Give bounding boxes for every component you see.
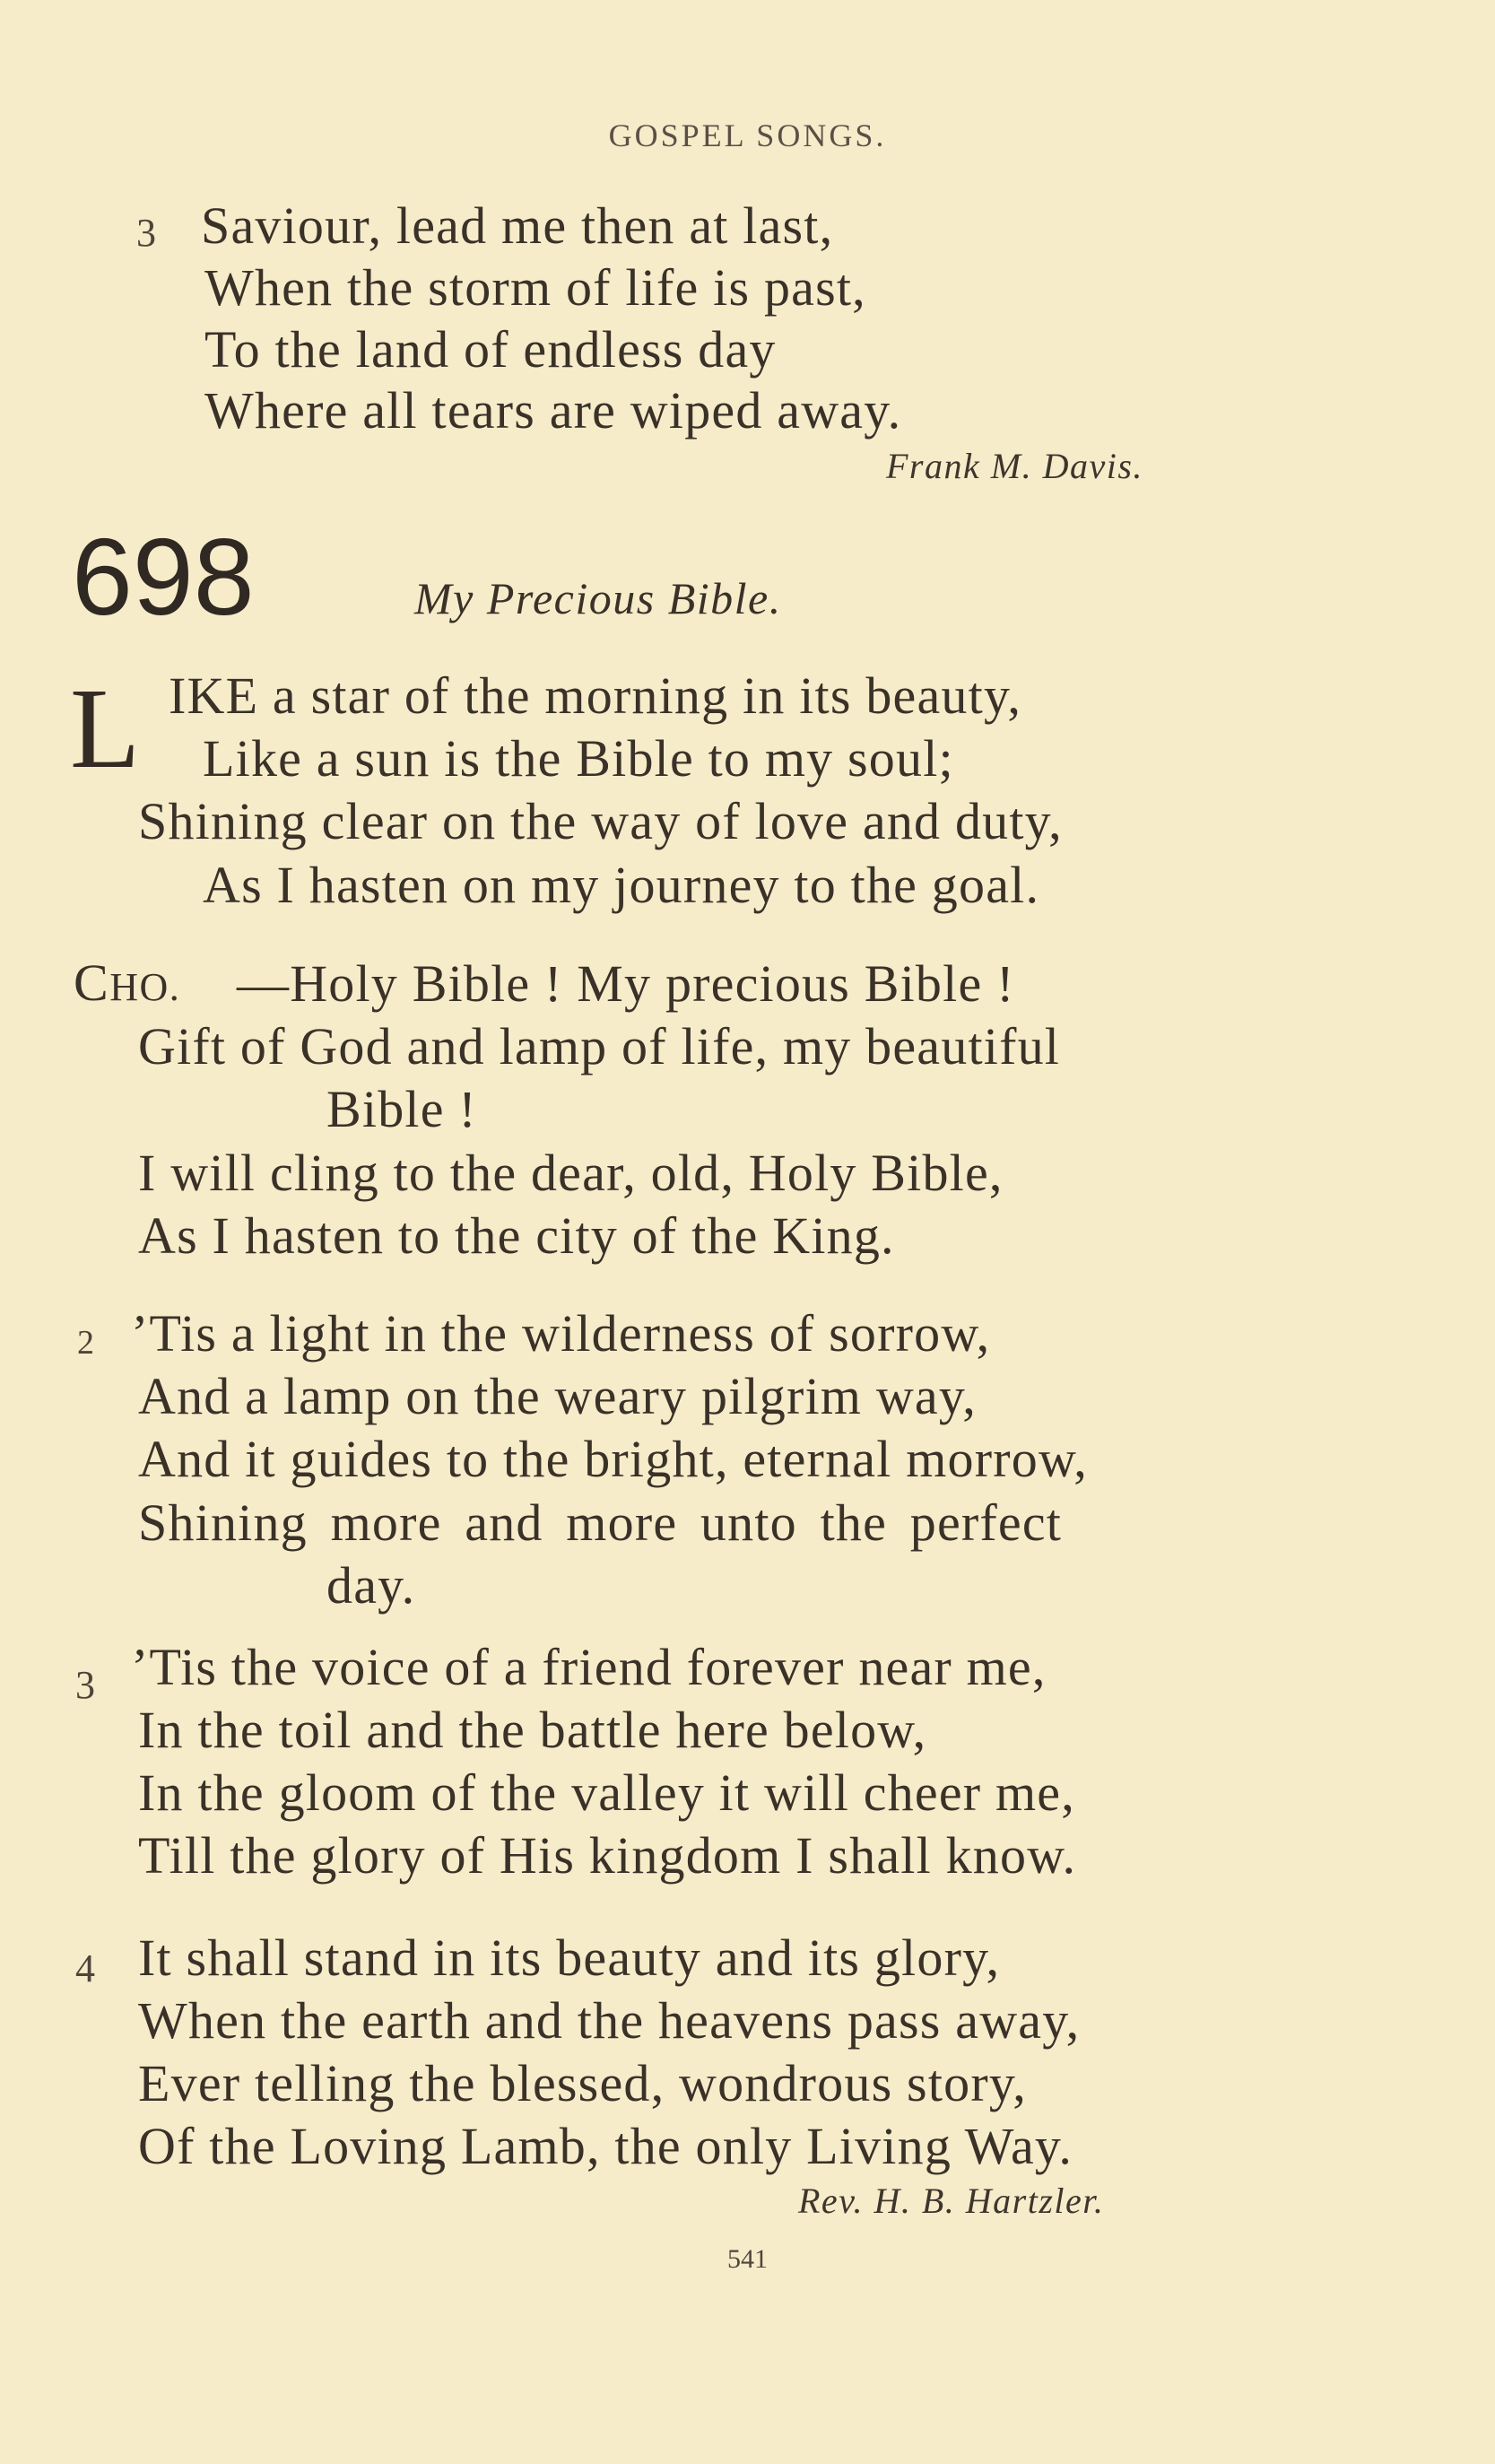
verse-line: When the earth and the heavens pass away,: [138, 1991, 1081, 2050]
verse-line: As I hasten on my journey to the goal.: [203, 856, 1040, 914]
verse-line: ’Tis the voice of a friend forever near me,: [131, 1638, 1047, 1696]
verse-line: Of the Loving Lamb, the only Living Way.: [138, 2117, 1073, 2175]
verse-number: 4: [75, 1946, 95, 1990]
chorus-label: CHO.: [74, 953, 181, 1012]
verse-line: Till the glory of His kingdom I shall know.: [138, 1826, 1077, 1885]
verse-line: day.: [326, 1556, 416, 1615]
verse-number: 2: [77, 1324, 94, 1362]
verse-line: Shining more and more unto the perfect: [138, 1493, 1063, 1552]
verse-line: Gift of God and lamp of life, my beautiful: [138, 1017, 1061, 1075]
verse-line: Saviour, lead me then at last,: [201, 196, 834, 255]
verse-line: When the storm of life is past,: [204, 258, 866, 317]
verse-line: And a lamp on the weary pilgrim way,: [138, 1367, 977, 1425]
verse-line: Bible !: [326, 1080, 477, 1138]
verse-line: Where all tears are wiped away.: [204, 381, 902, 440]
verse-line: To the land of endless day: [204, 320, 777, 379]
verse-line: It shall stand in its beauty and its glory,: [138, 1929, 1001, 1987]
verse-line: Shining clear on the way of love and duty,: [138, 792, 1063, 850]
verse-number: 3: [75, 1663, 95, 1707]
page-number: 541: [727, 2244, 768, 2274]
verse-line: ’Tis a light in the wilderness of sorrow,: [131, 1304, 991, 1363]
verse-line: Ever telling the blessed, wondrous story,: [138, 2054, 1027, 2112]
verse-line: As I hasten to the city of the King.: [138, 1206, 895, 1265]
hymn-number: 698: [72, 516, 255, 638]
running-header: GOSPEL SONGS.: [608, 118, 887, 153]
verse-line: In the gloom of the valley it will cheer me,: [138, 1763, 1075, 1822]
drop-cap: L: [70, 665, 141, 792]
verse-line: —Holy Bible ! My precious Bible !: [237, 954, 1015, 1013]
author-attribution: Rev. H. B. Hartzler.: [798, 2181, 1105, 2221]
verse-number: 3: [136, 211, 156, 255]
verse-line: Like a sun is the Bible to my soul;: [203, 729, 954, 788]
author-attribution: Frank M. Davis.: [886, 446, 1143, 486]
verse-line: In the toil and the battle here below,: [138, 1701, 927, 1759]
hymn-title: My Precious Bible.: [414, 573, 782, 623]
verse-line: And it guides to the bright, eternal morrow,: [138, 1430, 1088, 1488]
verse-line: I will cling to the dear, old, Holy Bible,: [138, 1144, 1004, 1202]
verse-line: IKE a star of the morning in its beauty,: [169, 666, 1022, 725]
